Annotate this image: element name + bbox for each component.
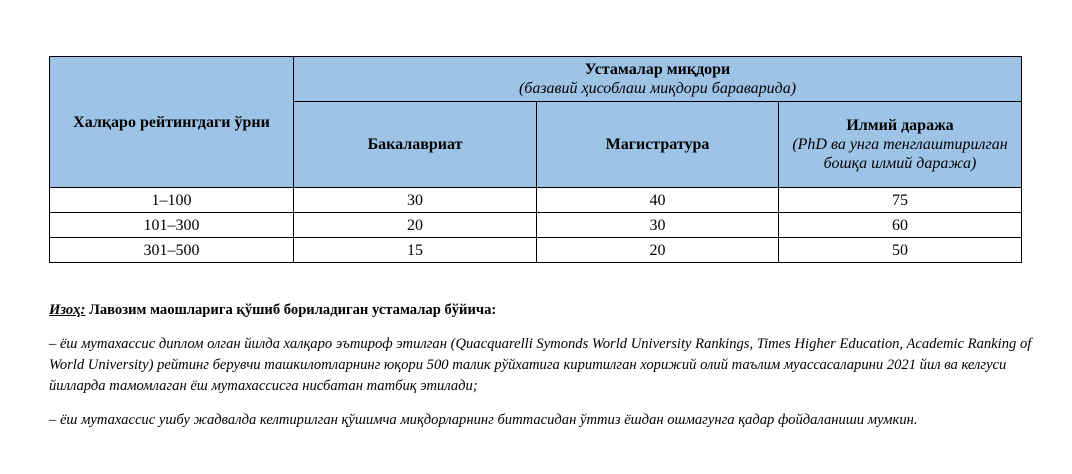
group-header-subtitle: (базавий ҳисоблаш миқдори бараварида)	[518, 80, 797, 97]
bachelor-cell: 30	[294, 188, 537, 213]
col-bachelor-header: Бакалавриат	[294, 102, 537, 188]
col-degree-subtitle: (PhD ва унга тенглаштирилган бошқа илмий даража)	[792, 136, 1008, 172]
allowance-table	[49, 56, 1022, 263]
notes-heading	[49, 300, 1039, 321]
rank-header: Халқаро рейтингдаги ўрни	[50, 57, 294, 188]
table-row	[50, 188, 1022, 213]
notes-section	[49, 300, 1039, 431]
col-degree-title: Илмий даража	[846, 117, 954, 134]
degree-cell: 60	[779, 213, 1022, 238]
rank-cell: 101–300	[50, 213, 294, 238]
note-item-1: – ёш мутахассис диплом олган йилда халқаро эътироф этилган (Quacquarelli Symonds World University Rankings, Times Higher Education, Academic Ranking of World University) рейтинг берувчи ташкилотларнинг юқори 500 талик рўйхатига киритилган хорижий олий таълим муассасаларини 2021 йил ва келгуси йилларда тамомлаган ёш мутахассисга нисбатан татбиқ этилади;	[49, 336, 1032, 394]
bachelor-cell: 15	[294, 238, 537, 263]
note-item-2: – ёш мутахассис ушбу жадвалда келтирилган қўшимча миқдорларнинг биттасидан ўттиз ёшдан ошмагунга қадар фойдаланиши мумкин.	[49, 412, 918, 428]
notes-label: Изоҳ:	[49, 302, 86, 318]
table-row	[50, 238, 1022, 263]
master-cell: 30	[537, 213, 779, 238]
col-master-header: Магистратура	[537, 102, 779, 188]
degree-cell: 50	[779, 238, 1022, 263]
col-degree-header	[779, 102, 1022, 188]
rank-cell: 1–100	[50, 188, 294, 213]
bachelor-cell: 20	[294, 213, 537, 238]
notes-heading-text: Лавозим маошларига қўшиб бориладиган устамалар бўйича:	[85, 302, 497, 318]
rank-cell: 301–500	[50, 238, 294, 263]
degree-cell: 75	[779, 188, 1022, 213]
group-header	[294, 57, 1022, 102]
master-cell: 40	[537, 188, 779, 213]
master-cell: 20	[537, 238, 779, 263]
table-row	[50, 213, 1022, 238]
group-header-title: Устамалар миқдори	[584, 61, 731, 78]
